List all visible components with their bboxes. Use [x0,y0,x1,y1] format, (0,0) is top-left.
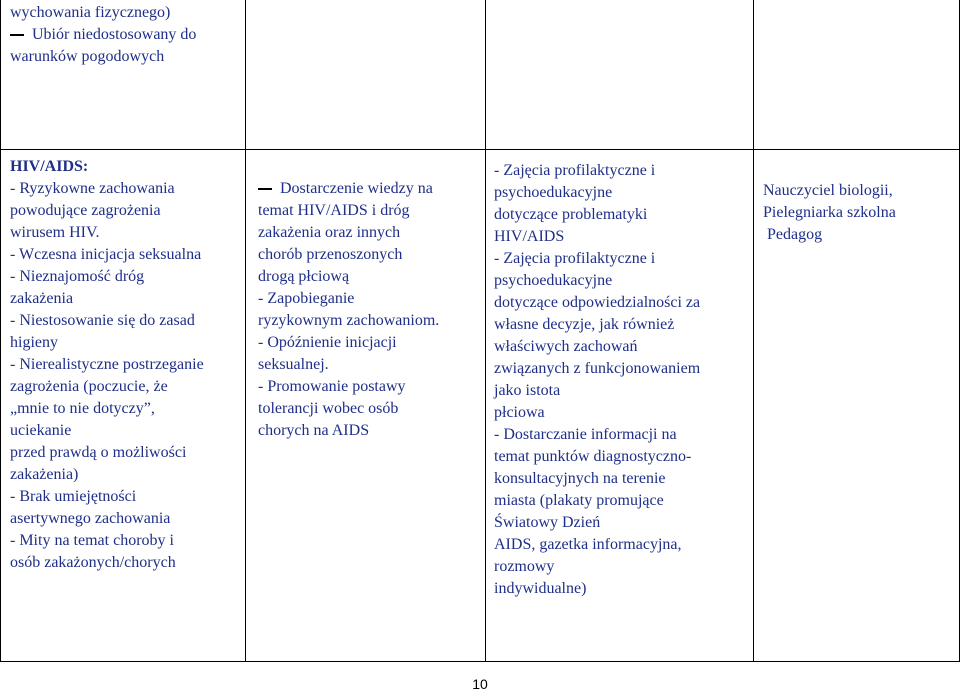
column-divider [753,0,754,662]
table-border-bottom [0,661,960,662]
text-line: rozmowy [494,558,555,575]
text-line: - Nierealistyczne postrzeganie [10,356,204,373]
text-line: Światowy Dzień [494,514,601,531]
text-line: asertywnego zachowania [10,510,171,527]
text-line: chorych na AIDS [258,422,370,439]
text-line: jako istota [494,382,561,399]
text-line: dotyczące odpowiedzialności za [494,294,701,311]
text-line: - Niestosowanie się do zasad [10,312,195,329]
text-line: zakażenia oraz innych [258,224,401,241]
text-line: miasta (plakaty promujące [494,492,664,509]
top-row-col1 [10,2,196,68]
text-line: wychowania fizycznego) [10,4,171,21]
text-line: - Dostarczanie informacji na [494,426,677,443]
text-line: ryzykownym zachowaniom. [258,312,440,329]
text-line: warunków pogodowych [10,48,165,65]
section-heading: HIV/AIDS: [10,158,89,175]
row-divider [0,149,960,150]
text-line: HIV/AIDS [494,228,565,245]
text-line: - Zapobieganie [258,290,355,307]
text-line: przed prawdą o możliwości [10,444,187,461]
text-line: konsultacyjnych na terenie [494,470,666,487]
text-line: temat HIV/AIDS i dróg [258,202,410,219]
text-line: - Zajęcia profilaktyczne i [494,250,656,267]
text-line [10,24,196,46]
text-line: Dostarczenie wiedzy na [280,180,433,197]
text-line: - Brak umiejętności [10,488,137,505]
text-line: zakażenia) [10,466,79,483]
text-line: - Opóźnienie inicjacji [258,334,397,351]
column-divider [485,0,486,662]
text-line: - Nieznajomość dróg [10,268,145,285]
text-line: - Wczesna inicjacja seksualna [10,246,202,263]
text-line [258,178,439,200]
activities-cell [494,160,700,600]
text-line: - Mity na temat choroby i [10,532,174,549]
text-line: wirusem HIV. [10,224,100,241]
text-line: - Ryzykowne zachowania [10,180,175,197]
text-line: - Promowanie postawy [258,378,406,395]
text-line: higieny [10,334,58,351]
text-line: psychoedukacyjne [494,184,613,201]
text-line: „mnie to nie dotyczy”, [10,400,155,417]
column-divider [245,0,246,662]
text-line: powodujące zagrożenia [10,202,161,219]
text-line: seksualnej. [258,356,329,373]
text-line: płciowa [494,404,545,421]
text-line: osób zakażonych/chorych [10,554,176,571]
text-line: Pedagog [763,226,823,243]
table-border-left [0,0,1,662]
text-line: związanych z funkcjonowaniem [494,360,701,377]
text-line: zagrożenia (poczucie, że [10,378,168,395]
text-line: zakażenia [10,290,74,307]
dash-bullet [258,188,272,190]
text-line: własne decyzje, jak również [494,316,675,333]
text-line: Pielegniarka szkolna [763,204,896,221]
text-line: chorób przenoszonych [258,246,403,263]
text-line: Ubiór niedostosowany do [32,26,197,43]
text-line: drogą płciową [258,268,350,285]
text-line: AIDS, gazetka informacyjna, [494,536,682,553]
responsible-persons-cell [763,180,896,246]
text-line: tolerancji wobec osób [258,400,399,417]
text-line: właściwych zachowań [494,338,638,355]
text-line: Nauczyciel biologii, [763,182,893,199]
dash-bullet [10,34,24,36]
risk-factors-cell [10,156,204,574]
goals-cell [258,178,439,442]
text-line: indywidualne) [494,580,587,597]
text-line: uciekanie [10,422,72,439]
page-number: 10 [472,676,488,692]
text-line: - Zajęcia profilaktyczne i [494,162,656,179]
text-line: temat punktów diagnostyczno- [494,448,692,465]
text-line: psychoedukacyjne [494,272,613,289]
text-line: dotyczące problematyki [494,206,648,223]
